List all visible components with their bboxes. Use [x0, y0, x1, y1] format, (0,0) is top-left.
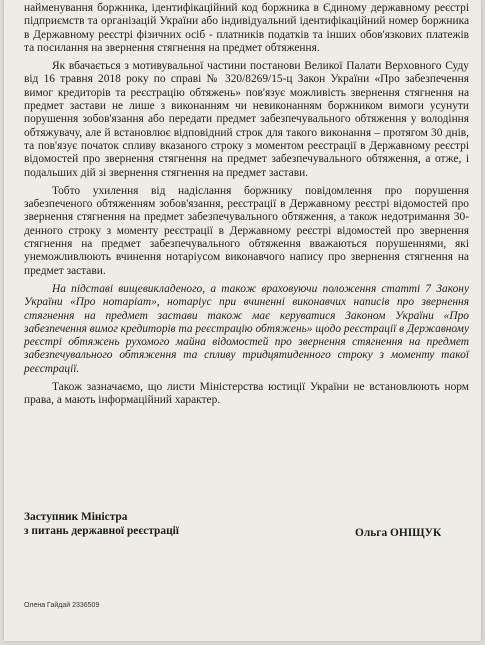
signatory-name: Ольга ОНІЩУК	[355, 527, 442, 539]
signatory-title-line2: з питань державної реєстрації	[24, 525, 179, 537]
paragraph-conclusion: На підставі вищевикладеного, а також враховуючи положення статті 7 Закону України «Про нотаріат», нотаріус при вчиненні виконавчих написів про звернення стягнення на предмет застави також має керуватися Законом України «Про забезпечення вимог кредиторів та реєстрацію обтяжень» щодо реєстрації в Державному реєстрі обтяжень рухомого майна відомостей про звернення стягнення на предмет забезпечувального обтяження та спливу тридцятиденного строку з моменту такої реєстрації.	[24, 282, 470, 375]
signatory-title-line1: Заступник Міністра	[24, 511, 128, 523]
paragraph-supreme-court-ruling: Як вбачається з мотивувальної частини постанови Великої Палати Верховного Суду від 16 травня 2018 року по справі № 320/8269/15-ц Закон України «Про забезпечення вимог кредиторів та реєстрацію обтяжень» пов'язує можливість звернення стягнення на предмет застави не лише з виконанням чи невиконанням боржником вимоги усунути порушення зобов'язання або передати предмет забезпечувального обтяження у володіння обтяжувачу, але й встановлює відповідний строк для такого виконання – протягом 30 днів, та пов'язує початок спливу вказаного строку з моментом реєстрації в Державному реєстрі відомостей про звернення стягнення на предмет забезпечувального обтяження, а отже, і подальших дій зі звернення стягнення на предмет застави.	[24, 60, 469, 179]
signatory-title	[24, 510, 179, 538]
executor-footer: Олена Гайдай 2336509	[24, 602, 100, 609]
paragraph-note: Також зазначаємо, що листи Міністерства юстиції України не встановлюють норм права, а мають інформаційний характер.	[24, 381, 469, 407]
document-page	[4, 0, 481, 641]
paragraph-continuation: найменування боржника, ідентифікаційний код боржника в Єдиному державному реєстрі підприємств та організацій України або індивідуальний ідентифікаційний номер боржника в Державному реєстрі фізичних осіб - платників податків та інших обов'язкових платежів та посилання на звернення стягнення на предмет обтяження.	[24, 2, 469, 54]
letter-body	[24, 2, 469, 408]
paragraph-violations: Тобто ухилення від надіслання боржнику повідомлення про порушення забезпеченого обтяженням зобов'язання, реєстрації в Державному реєстрі відомостей про звернення стягнення на предмет забезпечувального обтяження, а також недотримання 30-денного строку з моменту реєстрації в Державному реєстрі відомостей про звернення стягнення на предмет забезпечувального обтяження вважаються порушеннями, які унеможливлюють вчинення нотаріусом виконавчого напису про звернення стягнення на предмет застави.	[24, 184, 469, 277]
